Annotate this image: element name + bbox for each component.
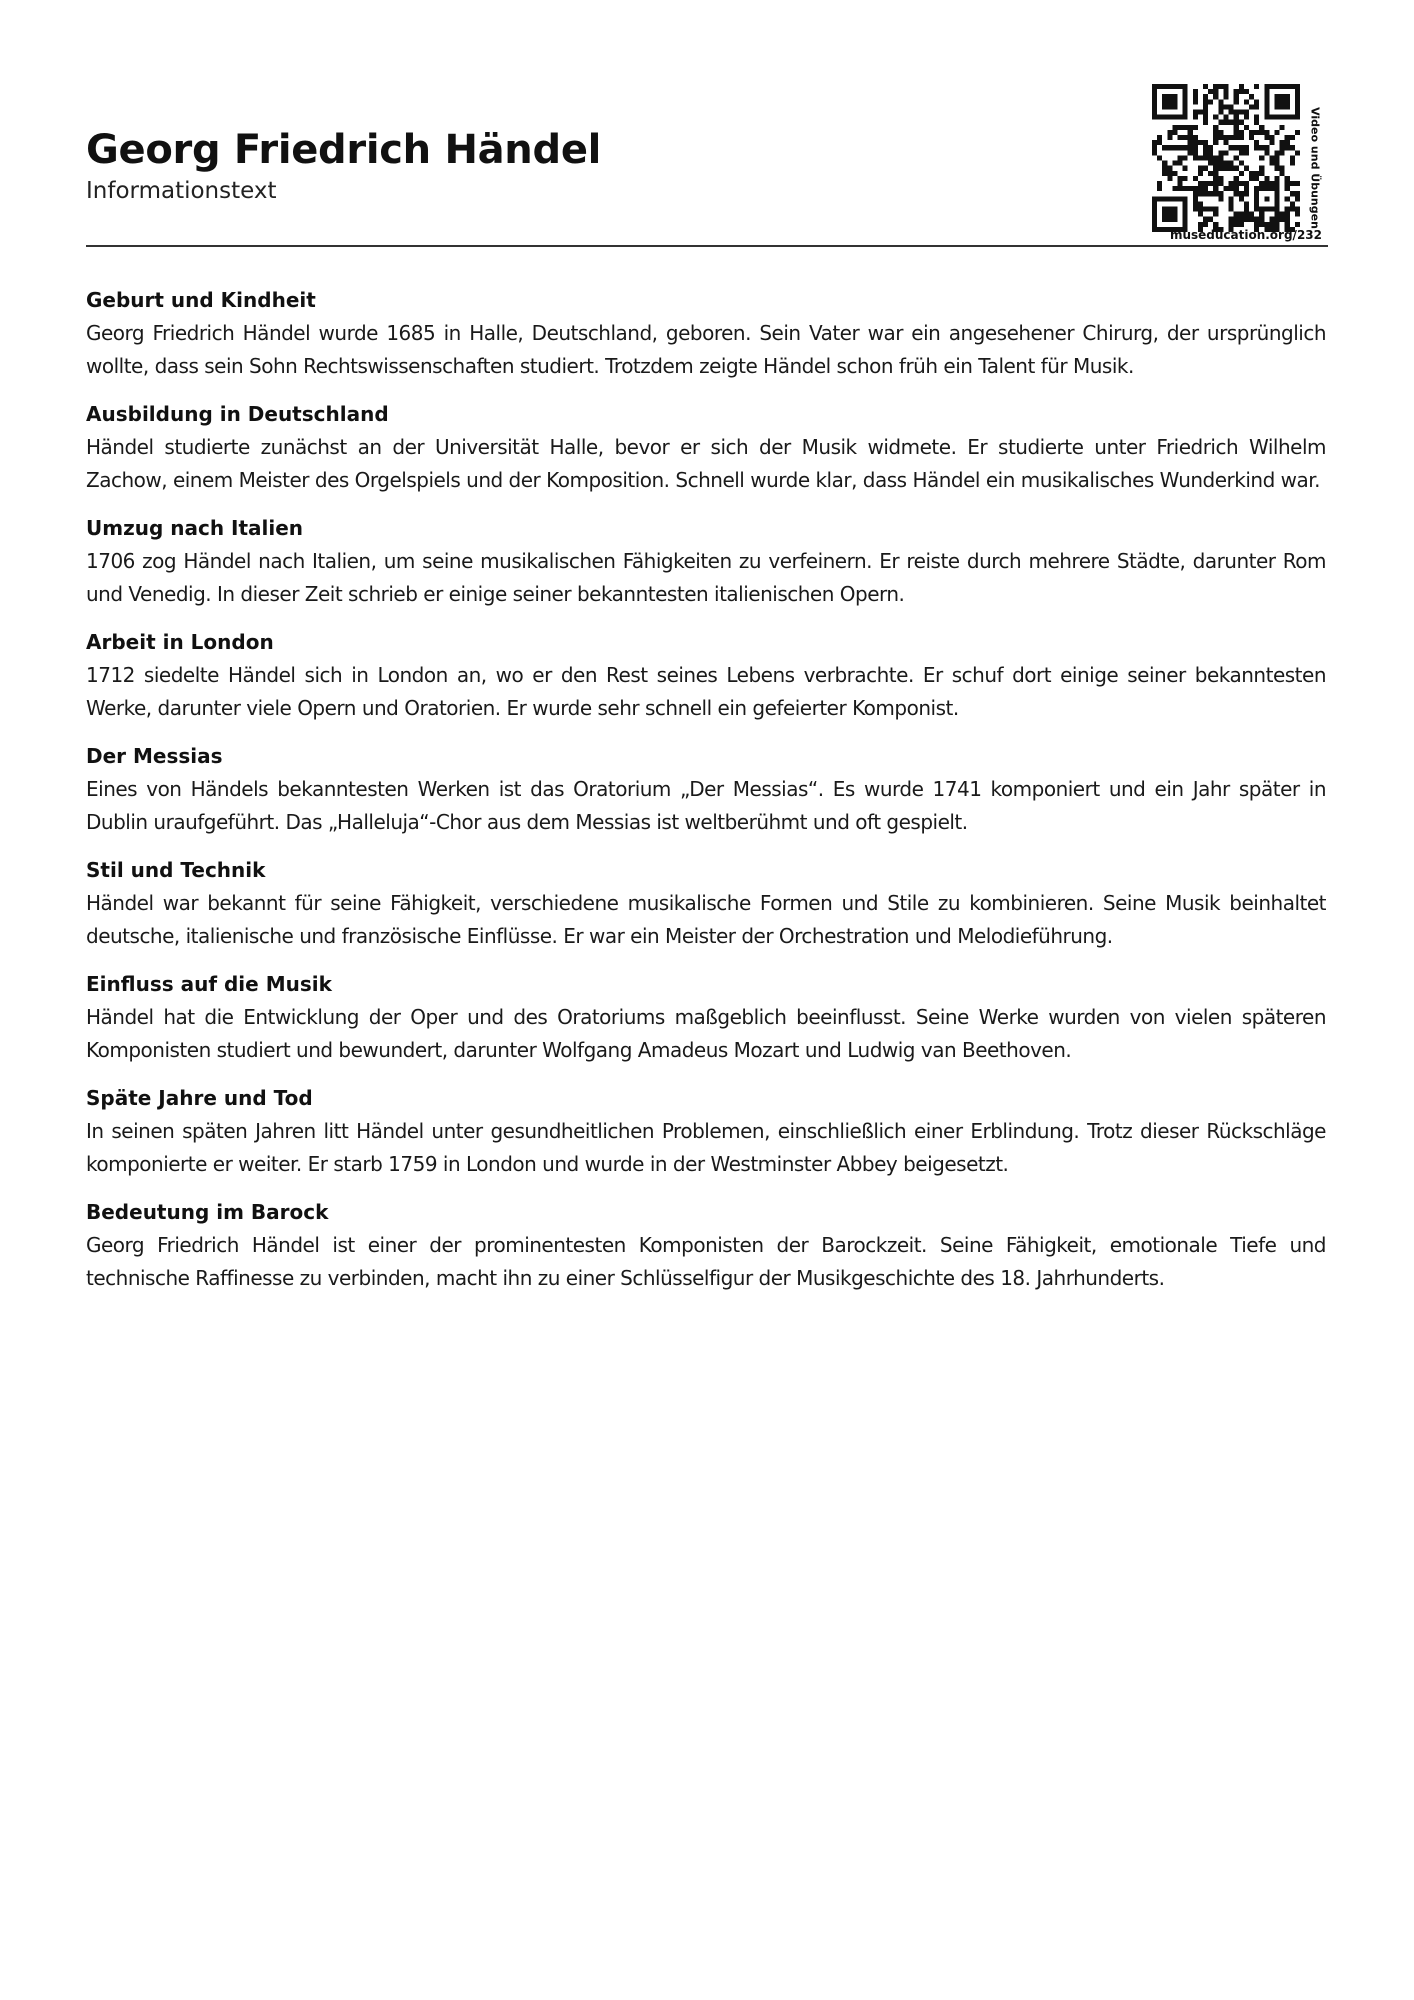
page-title: Georg Friedrich Händel <box>86 127 602 173</box>
section-heading: Arbeit in London <box>86 630 274 654</box>
qr-code-icon[interactable] <box>1152 84 1300 232</box>
qr-side-label <box>1306 104 1324 232</box>
header-divider <box>86 245 1328 247</box>
section-late-years <box>86 1082 1326 1181</box>
section-italy <box>86 512 1326 611</box>
section-paragraph: Eines von Händels bekanntesten Werken ist das Oratorium „Der Messias“. Es wurde 1741 komponiert und ein Jahr später in Dublin uraufgeführt. Das „Halleluja“-Chor aus dem Messias ist weltberühmt und oft gespielt. <box>86 777 1326 834</box>
section-paragraph: Händel studierte zunächst an der Universität Halle, bevor er sich der Musik widmete. Er studierte unter Friedrich Wilhelm Zachow, einem Meister des Orgelspiels und der Komposition. Schnell wurde klar, dass Händel ein musikalisches Wunderkind war. <box>86 435 1326 492</box>
section-baroque <box>86 1196 1326 1295</box>
section-london <box>86 626 1326 725</box>
section-paragraph: 1712 siedelte Händel sich in London an, wo er den Rest seines Lebens verbrachte. Er schuf dort einige seiner bekanntesten Werke, darunter viele Opern und Oratorien. Er wurde sehr schnell ein gefeierter Komponist. <box>86 663 1326 720</box>
section-paragraph: Georg Friedrich Händel ist einer der prominentesten Komponisten der Barockzeit. Seine Fähigkeit, emotionale Tiefe und technische Raffinesse zu verbinden, macht ihn zu einer Schlüsselfigur der Musikgeschichte des 18. Jahrhunderts. <box>86 1233 1326 1290</box>
page-subtitle: Informationstext <box>86 178 277 204</box>
section-heading: Umzug nach Italien <box>86 516 304 540</box>
section-heading: Geburt und Kindheit <box>86 288 316 312</box>
qr-side-label-text: Video und Übungen <box>1308 107 1322 229</box>
section-heading: Stil und Technik <box>86 858 266 882</box>
section-style <box>86 854 1326 953</box>
section-heading: Späte Jahre und Tod <box>86 1086 313 1110</box>
info-text-body <box>86 284 1326 1310</box>
qr-url-link[interactable]: museducation.org/232 <box>1169 228 1322 242</box>
section-birth <box>86 284 1326 383</box>
section-paragraph: 1706 zog Händel nach Italien, um seine musikalischen Fähigkeiten zu verfeinern. Er reiste durch mehrere Städte, darunter Rom und Venedig. In dieser Zeit schrieb er einige seiner bekanntesten italienischen Opern. <box>86 549 1326 606</box>
section-influence <box>86 968 1326 1067</box>
section-paragraph: Händel hat die Entwicklung der Oper und des Oratoriums maßgeblich beeinflusst. Seine Werke wurden von vielen späteren Komponisten studiert und bewundert, darunter Wolfgang Amadeus Mozart und Ludwig van Beethoven. <box>86 1005 1326 1062</box>
section-messiah <box>86 740 1326 839</box>
section-heading: Der Messias <box>86 744 223 768</box>
section-heading: Einfluss auf die Musik <box>86 972 332 996</box>
section-heading: Bedeutung im Barock <box>86 1200 329 1224</box>
section-heading: Ausbildung in Deutschland <box>86 402 389 426</box>
document-header <box>86 60 1328 246</box>
section-paragraph: In seinen späten Jahren litt Händel unter gesundheitlichen Problemen, einschließlich einer Erblindung. Trotz dieser Rückschläge komponierte er weiter. Er starb 1759 in London und wurde in der Westminster Abbey beigesetzt. <box>86 1119 1326 1176</box>
section-paragraph: Händel war bekannt für seine Fähigkeit, verschiedene musikalische Formen und Stile zu kombinieren. Seine Musik beinhaltet deutsche, italienische und französische Einflüsse. Er war ein Meister der Orchestration und Melodieführung. <box>86 891 1326 948</box>
section-education <box>86 398 1326 497</box>
section-paragraph: Georg Friedrich Händel wurde 1685 in Halle, Deutschland, geboren. Sein Vater war ein angesehener Chirurg, der ursprünglich wollte, dass sein Sohn Rechtswissenschaften studiert. Trotzdem zeigte Händel schon früh ein Talent für Musik. <box>86 321 1326 378</box>
